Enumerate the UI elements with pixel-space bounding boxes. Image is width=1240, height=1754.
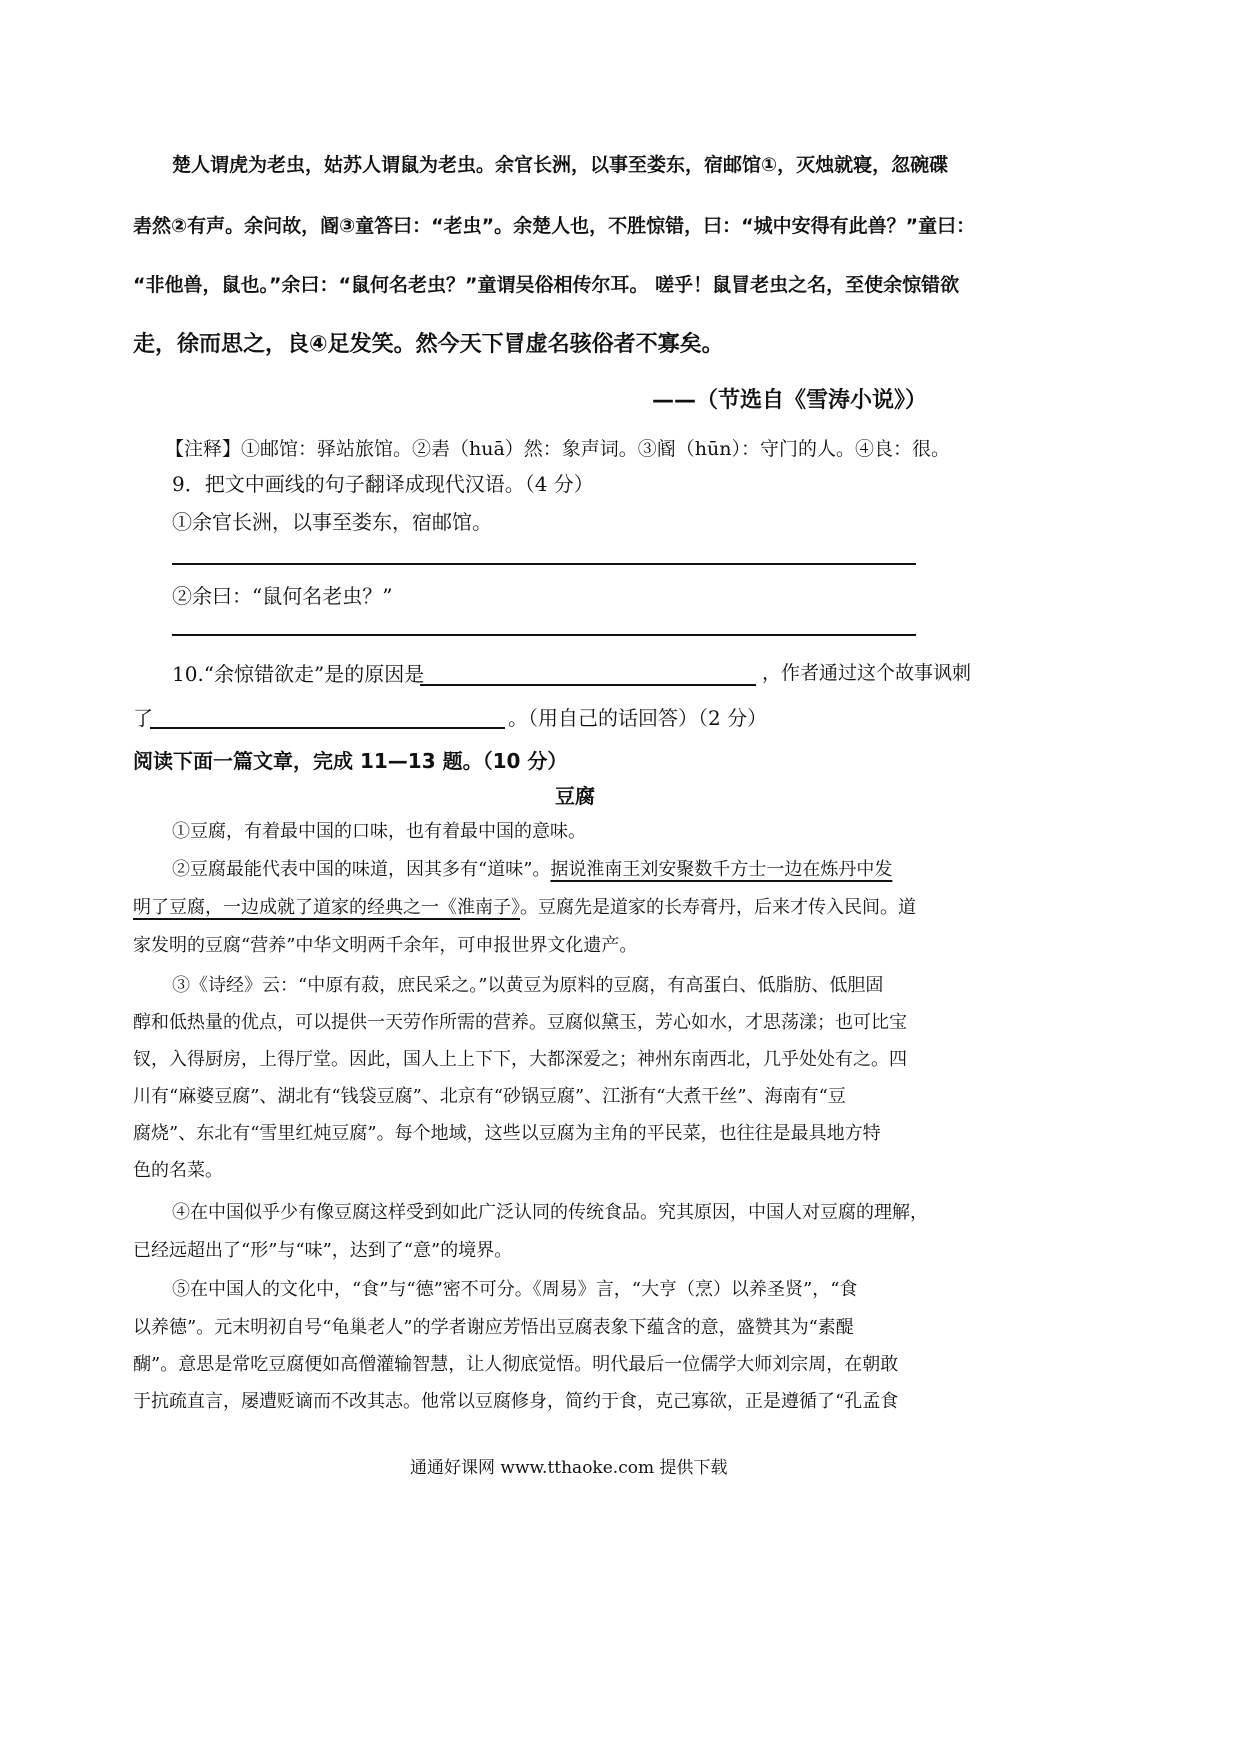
- answer-line-9-2: [172, 634, 916, 636]
- article-para-5-line-2: 以养德”。元末明初自号“龟巢老人”的学者谢应芳悟出豆腐表象下蕴含的意，盛赞其为“素醍: [133, 1317, 854, 1338]
- article-para-1: ①豆腐，有着最中国的口味，也有着最中国的意味。: [172, 821, 586, 842]
- article-para-5-line-3: 醐”。意思是常吃豆腐便如高僧灌输智慧，让人彻底觉悟。明代最后一位儒学大师刘宗周，在朝敢: [133, 1354, 899, 1375]
- article-para-2-line-3: 家发明的豆腐“营养”中华文明两千余年，可申报世界文化遗产。: [133, 935, 638, 956]
- question-10-prefix: 10.“余惊错欲走”是的原因是: [172, 662, 425, 686]
- article-underlined-1: 据说淮南王刘安聚数千方士一边在炼丹中发: [550, 859, 893, 880]
- question-9-item-1: ①余官长洲，以事至娄东，宿邮馆。: [172, 510, 492, 534]
- passage-line-1: 楚人谓虎为老虫，姑苏人谓鼠为老虫。余官长洲，以事至娄东，宿邮馆①，灭烛就寝，忽碗碟: [172, 154, 949, 176]
- question-10-mid: ，作者通过这个故事讽刺: [762, 662, 972, 684]
- article-para-4-line-1: ④在中国似乎少有像豆腐这样受到如此广泛认同的传统食品。究其原因，中国人对豆腐的理解，: [172, 1202, 928, 1223]
- question-10-line2-prefix: 了: [133, 706, 153, 730]
- answer-blank-10-1: [420, 684, 756, 686]
- article-para-2-line-2: [133, 893, 916, 919]
- article-title: 豆腐: [555, 784, 595, 808]
- article-para-5-line-4: 于抗疏直言，屡遭贬谪而不改其志。他常以豆腐修身，简约于食，克己寡欲，正是遵循了“孔孟食: [133, 1391, 899, 1412]
- article-para-3-line-3: 钗，入得厨房，上得厅堂。因此，国人上上下下，大都深爱之；神州东南西北，几乎处处有之。四: [133, 1049, 907, 1070]
- article-para-3-line-6: 色的名菜。: [133, 1160, 223, 1181]
- article-para-2-cont: 。豆腐先是道家的长寿膏丹，后来才传入民间。道: [520, 897, 916, 918]
- article-para-2-start: [172, 855, 892, 881]
- article-para-3-line-2: 醇和低热量的优点，可以提供一天劳作所需的营养。豆腐似黛玉，芳心如水，才思荡漾；也可比宝: [133, 1012, 907, 1033]
- question-9: 9．把文中画线的句子翻译成现代汉语。（4 分）: [172, 472, 594, 496]
- article-underlined-2: 明了豆腐，一边成就了道家的经典之一《淮南子》: [133, 897, 520, 918]
- page-footer: 通通好课网 www.tthaoke.com 提供下载: [410, 1458, 728, 1478]
- article-para-2-text: ②豆腐最能代表中国的味道，因其多有“道味”。: [172, 859, 551, 880]
- question-9-item-2: ②余曰：“鼠何名老虫？”: [172, 584, 393, 608]
- passage-line-2: 砉然②有声。余问故，阍③童答曰：“老虫”。余楚人也，不胜惊错，曰：“城中安得有此兽？”童曰：: [133, 215, 976, 237]
- question-10-line2-suffix: 。（用自己的话回答）（2 分）: [508, 706, 768, 730]
- passage-line-4: 走，徐而思之，良④足发笑。然今天下冒虚名骇俗者不寡矣。: [133, 332, 724, 357]
- article-para-3-line-5: 腐烧”、东北有“雪里红炖豆腐”。每个地域，这些以豆腐为主角的平民菜，也往往是最具地方特: [133, 1123, 881, 1144]
- passage-line-3: “非他兽，鼠也。”余曰：“鼠何名老虫？”童谓吴俗相传尔耳。 嗟乎！鼠冒老虫之名，至使余惊错欲: [133, 274, 960, 296]
- article-para-3-line-4: 川有“麻婆豆腐”、湖北有“钱袋豆腐”、北京有“砂锅豆腐”、江浙有“大煮干丝”、海南有“豆: [133, 1086, 846, 1107]
- answer-line-9-1: [172, 563, 916, 565]
- article-para-5-line-1: ⑤在中国人的文化中，“食”与“德”密不可分。《周易》言，“大亨（烹）以养圣贤”，“食: [172, 1279, 858, 1300]
- passage-source: ——（节选自《雪涛小说》）: [652, 388, 928, 413]
- reading-instruction: 阅读下面一篇文章，完成 11—13 题。（10 分）: [133, 749, 568, 773]
- passage-notes: 【注释】①邮馆：驿站旅馆。②砉（huā）然：象声词。③阍（hūn）：守门的人。④良：很。: [165, 438, 951, 460]
- article-para-4-line-2: 已经远超出了“形”与“味”，达到了“意”的境界。: [133, 1240, 513, 1261]
- article-para-3-line-1: ③《诗经》云：“中原有菽，庶民采之。”以黄豆为原料的豆腐，有高蛋白、低脂肪、低胆固: [172, 975, 884, 996]
- answer-blank-10-2: [150, 727, 505, 729]
